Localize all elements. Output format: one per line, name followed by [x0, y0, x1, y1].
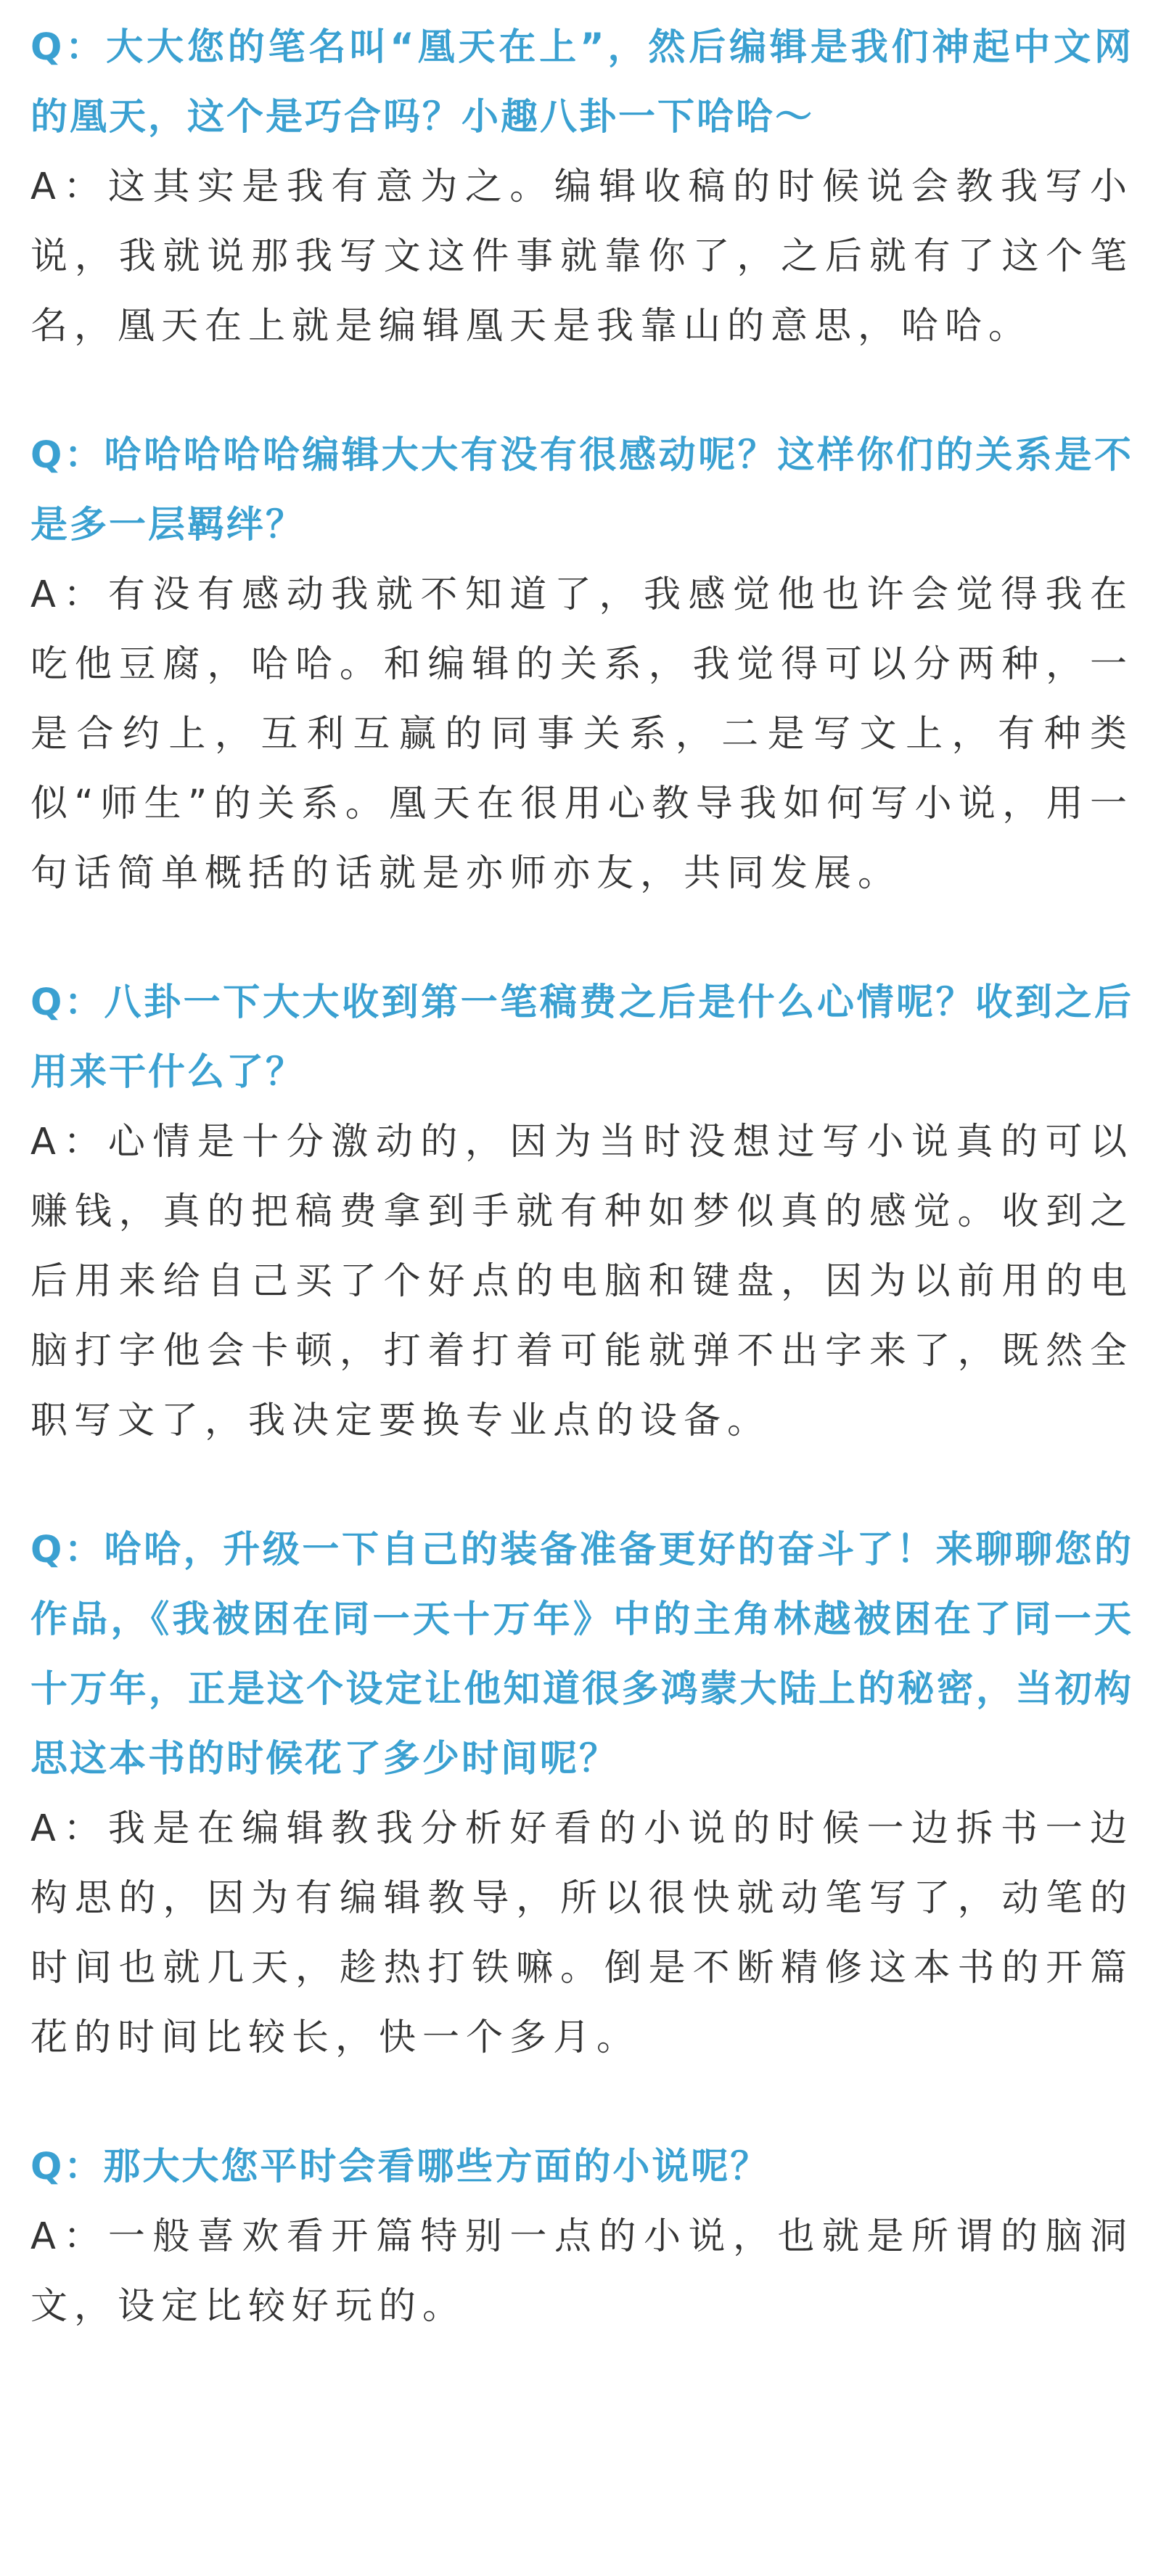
answer-text: A：我是在编辑教我分析好看的小说的时候一边拆书一边构思的，因为有编辑教导，所以很快就动笔写了，动笔的时间也就几天，趁热打铁嘛。倒是不断精修这本书的开篇花的时间比较长，快一个多月。	[30, 1807, 1133, 2059]
question-text: Q：哈哈，升级一下自己的装备准备更好的奋斗了！来聊聊您的作品，《我被困在同一天十万年》中的主角林越被困在了同一天十万年，正是这个设定让他知道很多鸿蒙大陆上的秘密，当初构思这本书的时候花了多少时间呢？	[30, 1529, 1133, 1780]
question-text: Q：哈哈哈哈哈编辑大大有没有很感动呢？这样你们的关系是不是多一层羁绊？	[30, 434, 1133, 547]
answer-text: A：这其实是我有意为之。编辑收稿的时候说会教我写小说，我就说那我写文这件事就靠你了，之后就有了这个笔名，凰天在上就是编辑凰天是我靠山的意思，哈哈。	[30, 165, 1133, 348]
qa-block-3	[30, 968, 1133, 1456]
qa-block-1	[30, 13, 1133, 361]
answer-text: A：一般喜欢看开篇特别一点的小说，也就是所谓的脑洞文，设定比较好玩的。	[30, 2215, 1133, 2328]
qa-block-4	[30, 1516, 1133, 2073]
interview-article	[30, 13, 1133, 2401]
question-text: Q：八卦一下大大收到第一笔稿费之后是什么心情呢？收到之后用来干什么了？	[30, 981, 1133, 1094]
question-text: Q：大大您的笔名叫“凰天在上”，然后编辑是我们神起中文网的凰天，这个是巧合吗？小趣八卦一下哈哈～	[30, 26, 1133, 139]
answer-text: A：心情是十分激动的，因为当时没想过写小说真的可以赚钱，真的把稿费拿到手就有种如梦似真的感觉。收到之后用来给自己买了个好点的电脑和键盘，因为以前用的电脑打字他会卡顿，打着打着可能就弹不出字来了，既然全职写文了，我决定要换专业点的设备。	[30, 1121, 1133, 1442]
answer-text: A：有没有感动我就不知道了，我感觉他也许会觉得我在吃他豆腐，哈哈。和编辑的关系，我觉得可以分两种，一是合约上，互利互赢的同事关系，二是写文上，有种类似“师生”的关系。凰天在很用心教导我如何写小说，用一句话简单概括的话就是亦师亦友，共同发展。	[30, 573, 1133, 895]
question-text: Q：那大大您平时会看哪些方面的小说呢？	[30, 2146, 770, 2188]
qa-block-5	[30, 2133, 1133, 2342]
qa-block-2	[30, 421, 1133, 909]
